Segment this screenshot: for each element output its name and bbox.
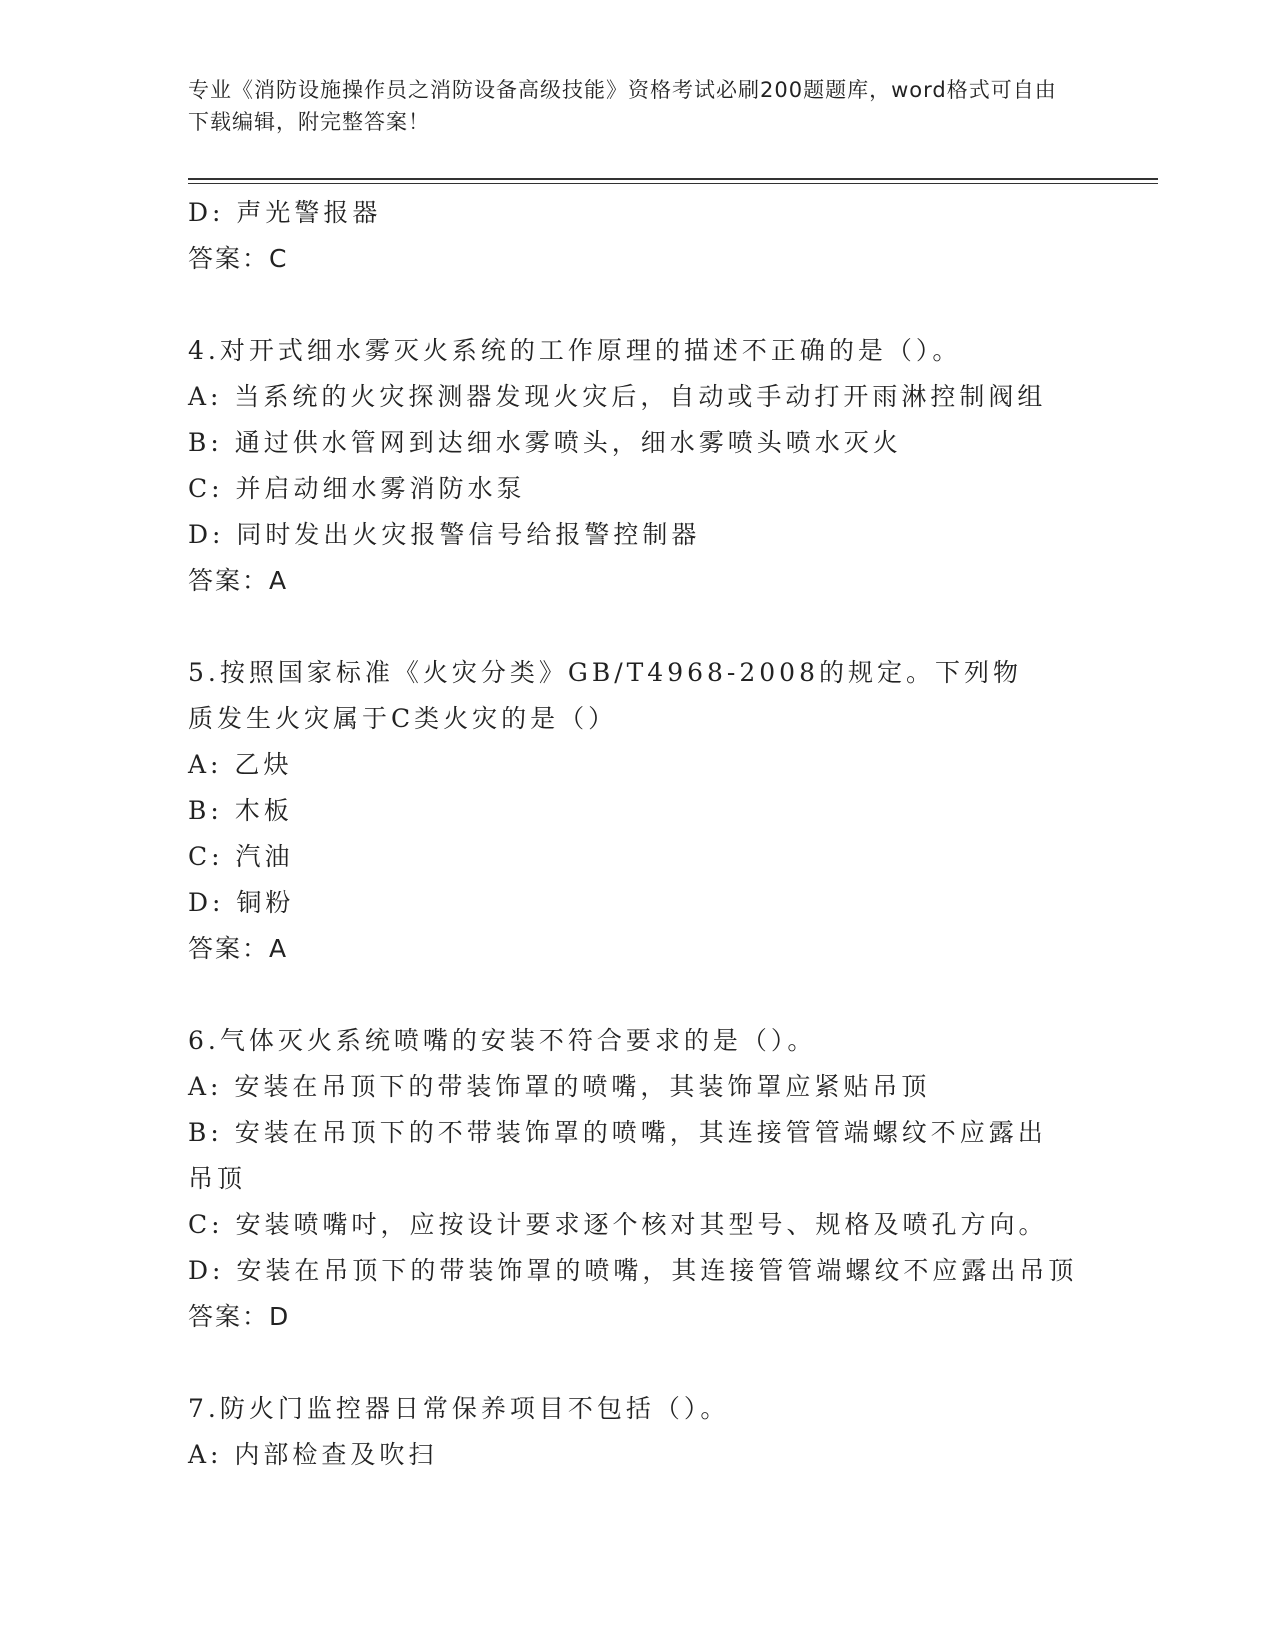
option-b: B: 木板 <box>188 796 293 825</box>
option-a: A: 安装在吊顶下的带装饰罩的喷嘴，其装饰罩应紧贴吊顶 <box>188 1072 931 1101</box>
question-answer: 答案：A <box>188 566 289 595</box>
question-stem: 5.按照国家标准《火灾分类》GB/T4968-2008的规定。下列物质发生火灾属于C类火灾的是（） <box>188 658 1022 733</box>
option-c: C: 并启动细水雾消防水泵 <box>188 474 526 503</box>
header-divider-thin <box>188 183 1158 184</box>
option-d: D: 铜粉 <box>188 888 295 917</box>
question-block <box>188 328 1088 604</box>
option-c: C: 安装喷嘴吋，应按设计要求逐个核对其型号、规格及喷孔方向。 <box>188 1210 1048 1239</box>
document-header: 专业《消防设施操作员之消防设备高级技能》资格考试必刷200题题库，word格式可自由下载编辑，附完整答案！ <box>188 78 1057 134</box>
option-a: A: 乙炔 <box>188 750 293 779</box>
question-stem: 7.防火门监控器日常保养项目不包括（）。 <box>188 1394 730 1423</box>
question-block <box>188 1018 1088 1340</box>
prev-question-answer: 答案：C <box>188 244 289 273</box>
question-answer: 答案：A <box>188 934 289 963</box>
option-b: B: 安装在吊顶下的不带装饰罩的喷嘴，其连接管管端螺纹不应露出吊顶 <box>188 1118 1047 1193</box>
question-stem: 4.对开式细水雾灭火系统的工作原理的描述不正确的是（）。 <box>188 336 962 365</box>
option-a: A: 当系统的火灾探测器发现火灾后，自动或手动打开雨淋控制阀组 <box>188 382 1047 411</box>
option-d: D: 安装在吊顶下的带装饰罩的喷嘴，其连接管管端螺纹不应露出吊顶 <box>188 1256 1078 1285</box>
option-c: C: 汽油 <box>188 842 294 871</box>
question-content <box>188 190 1088 1478</box>
option-a: A: 内部检查及吹扫 <box>188 1440 438 1469</box>
question-block <box>188 1386 1088 1478</box>
question-answer: 答案：D <box>188 1302 291 1331</box>
option-b: B: 通过供水管网到达细水雾喷头，细水雾喷头喷水灭火 <box>188 428 902 457</box>
question-block <box>188 650 1088 972</box>
question-stem: 6.气体灭火系统喷嘴的安装不符合要求的是（）。 <box>188 1026 817 1055</box>
prev-question-option-d: D: 声光警报器 <box>188 198 382 227</box>
option-d: D: 同时发出火灾报警信号给报警控制器 <box>188 520 701 549</box>
header-divider-thick <box>188 178 1158 180</box>
